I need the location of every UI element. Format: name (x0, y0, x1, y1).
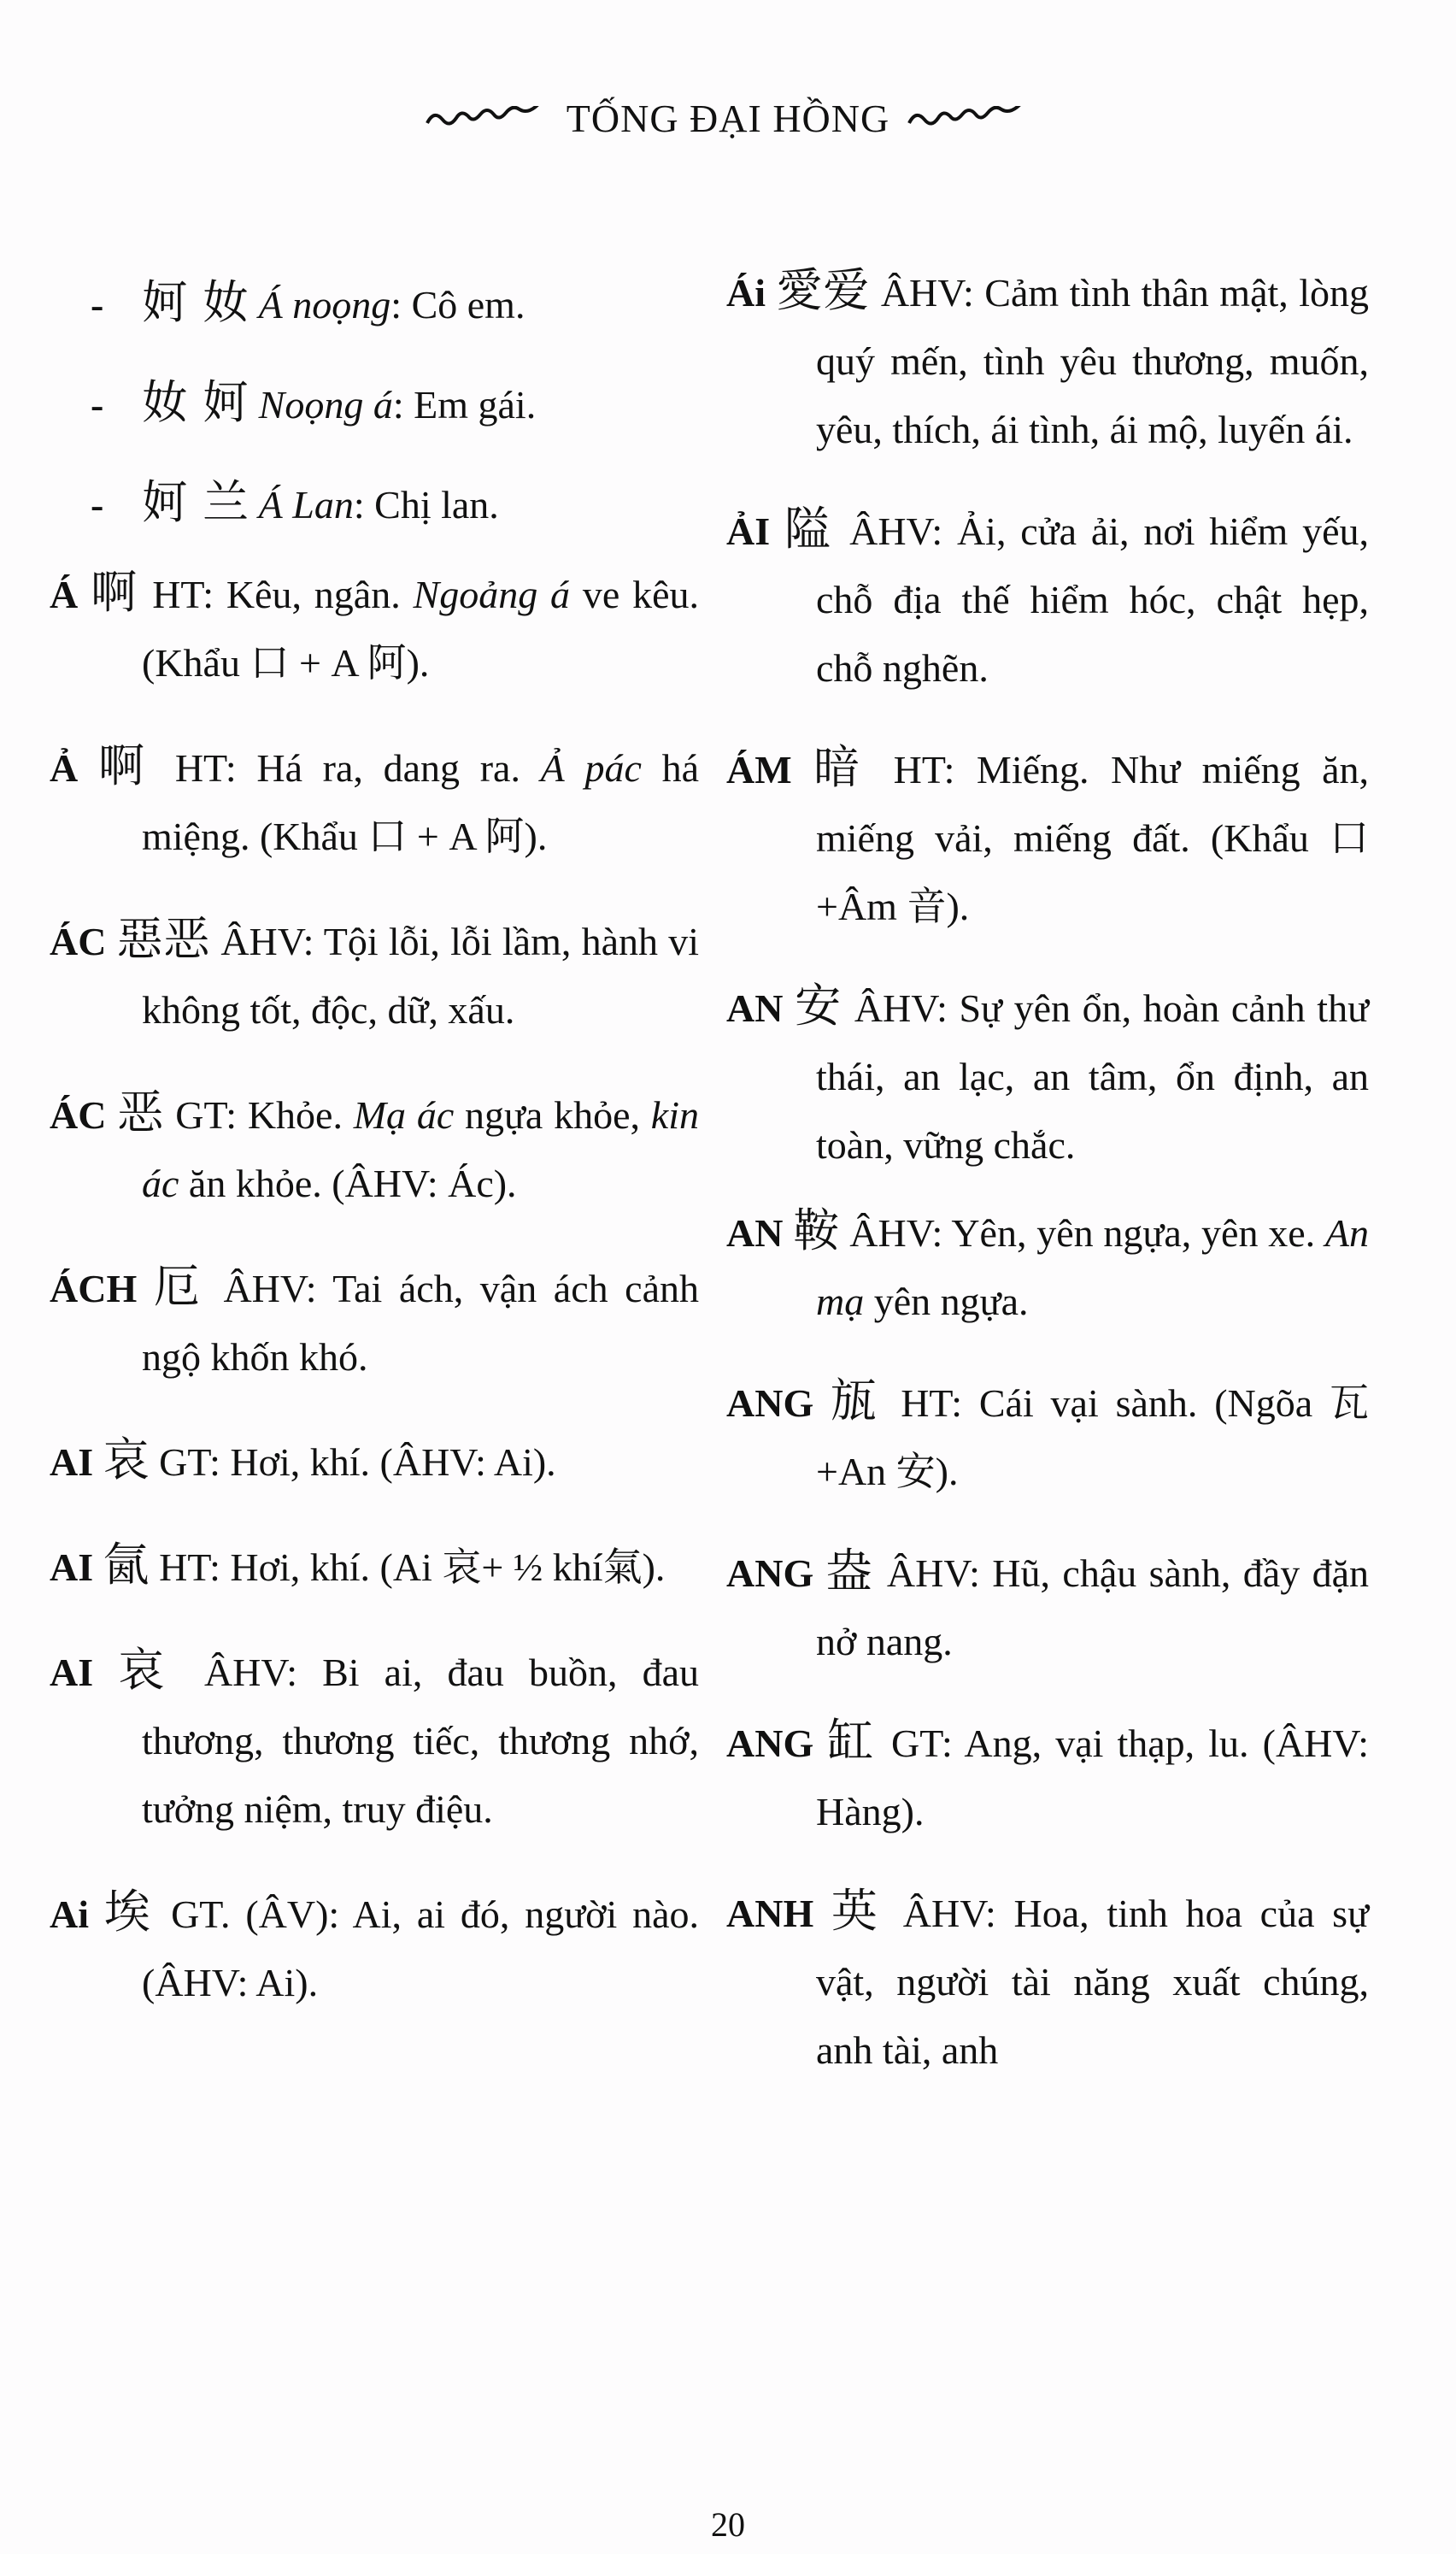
headword: Ái (726, 271, 766, 315)
han-chars: 英 (831, 1884, 886, 1938)
example-term: Ngoảng á (413, 573, 571, 616)
dictionary-entry (50, 1531, 699, 1602)
example-term: Ả pác (540, 746, 642, 790)
colon: : (390, 283, 402, 327)
term: Noọng á (258, 383, 393, 427)
dictionary-entry (726, 1197, 1369, 1336)
han-chars: 恶 (117, 1086, 165, 1139)
colon: : (353, 483, 365, 527)
headword: ANG (726, 1381, 814, 1425)
headword: Ai (50, 1892, 89, 1936)
definition: ÂHV: Sự yên ổn, hoàn cảnh thư thái, an lạc, an tâm, ổn định, an toàn, vững chắc. (816, 986, 1369, 1167)
headword: ÁCH (50, 1267, 138, 1310)
definition: ÂHV: Tai ách, vận ách cảnh ngộ khốn khó. (142, 1267, 700, 1379)
headword: Ả (50, 746, 79, 790)
dictionary-entry (726, 256, 1369, 464)
han-chars: 埃 (103, 1885, 156, 1939)
dictionary-entry (726, 1367, 1369, 1506)
definition: HT: Cái vại sành. (Ngõa 瓦 +An 安). (816, 1381, 1369, 1493)
right-column (726, 256, 1369, 2085)
example-term: An mạ (816, 1211, 1369, 1323)
definition: GT: Ang, vại thạp, lu. (ÂHV: Hàng). (816, 1721, 1369, 1833)
definition-cont: yên ngựa. (864, 1280, 1029, 1323)
dictionary-entry (50, 1079, 699, 1218)
han-chars: 妸 奻 (142, 275, 250, 329)
han-chars: 瓬 (831, 1374, 884, 1427)
headword: AI (50, 1440, 94, 1484)
han-chars: 盎 (825, 1544, 875, 1598)
han-chars: 缸 (827, 1714, 878, 1768)
han-chars: 氤 (103, 1538, 150, 1592)
dictionary-entry (50, 1252, 699, 1392)
han-chars: 隘 (784, 502, 836, 556)
headword: AN (726, 986, 784, 1030)
headword: ÁC (50, 920, 107, 963)
han-chars: 哀 (118, 1643, 179, 1697)
definition-cont: ăn khỏe. (ÂHV: Ác). (179, 1162, 517, 1205)
term: Á noọng (258, 283, 391, 327)
definition: HT: Há ra, dang ra. (155, 746, 541, 790)
dictionary-entry (726, 1537, 1369, 1676)
bullet-dash: - (91, 483, 104, 527)
han-chars: 鞍 (793, 1203, 840, 1257)
dictionary-entry (50, 1878, 699, 2017)
dictionary-entry (726, 495, 1369, 703)
meaning: Cô em. (402, 283, 525, 327)
sub-item (50, 275, 699, 332)
definition: ÂHV: Hũ, chậu sành, đầy đặn nở nang. (816, 1551, 1370, 1663)
definition-cont: ve kêu. (Khẩu 口 + A 阿). (142, 573, 700, 685)
page-number: 20 (711, 2505, 745, 2544)
dictionary-entry (726, 1877, 1369, 2085)
definition-cont: há miệng. (Khẩu 口 + A 阿). (142, 746, 700, 858)
definition: HT: Kêu, ngân. (139, 573, 414, 616)
scroll-swirl-icon (423, 106, 551, 132)
bullet-dash: - (91, 383, 104, 427)
dictionary-entry (50, 732, 699, 871)
meaning: Chị lan. (364, 483, 499, 527)
example-term: kin ác (142, 1093, 699, 1205)
definition-cont: ngựa khỏe, (454, 1093, 651, 1137)
definition: ÂHV: Ải, cửa ải, nơi hiểm yếu, chỗ địa thế hiểm hóc, chật hẹp, chỗ nghẽn. (816, 509, 1370, 690)
left-column (50, 256, 699, 2017)
han-chars: 哀 (103, 1433, 150, 1486)
definition: GT: Khỏe. (164, 1093, 354, 1137)
headword: ANH (726, 1892, 814, 1935)
dictionary-entry (50, 1636, 699, 1844)
definition: GT. (ÂV): Ai, ai đó, người nào. (ÂHV: Ai). (142, 1892, 700, 2004)
definition: ÂHV: Bi ai, đau buồn, đau thương, thương tiếc, thương nhớ, tưởng niệm, truy điệu. (142, 1651, 699, 1831)
han-chars: 厄 (153, 1259, 207, 1313)
definition: ÂHV: Hoa, tinh hoa của sự vật, người tài năng xuất chúng, anh tài, anh (816, 1892, 1370, 2072)
definition: ÂHV: Yên, yên ngựa, yên xe. (839, 1211, 1325, 1255)
definition: ÂHV: Cảm tình thân mật, lòng quý mến, tình yêu thương, muốn, yêu, thích, ái tình, ái mộ, luyến ái. (816, 271, 1369, 451)
headword: ÁC (50, 1093, 107, 1137)
han-chars: 愛爱 (776, 263, 871, 317)
meaning: Em gái. (403, 383, 537, 427)
han-chars: 啊 (91, 565, 140, 619)
sub-item (50, 475, 699, 533)
term: Á Lan (258, 483, 354, 527)
han-chars: 惡恶 (116, 912, 211, 966)
han-chars: 安 (795, 979, 843, 1033)
dictionary-entry (50, 558, 699, 697)
scroll-swirl-icon (905, 106, 1033, 132)
han-chars: 啊 (97, 739, 156, 792)
dictionary-entry (726, 733, 1369, 941)
example-term: Mạ ác (353, 1093, 455, 1137)
dictionary-entry (726, 1707, 1369, 1846)
headword: ANG (726, 1721, 814, 1765)
headword: Á (50, 573, 79, 616)
dictionary-entry (50, 1426, 699, 1497)
dictionary-entry (726, 972, 1369, 1180)
definition: ÂHV: Tội lỗi, lỗi lầm, hành vi không tốt, độc, dữ, xấu. (142, 920, 699, 1032)
definition: GT: Hơi, khí. (ÂHV: Ai). (149, 1440, 556, 1484)
running-header (0, 96, 1456, 141)
han-chars: 妸 兰 (142, 475, 250, 529)
header-title: TỐNG ĐẠI HỒNG (566, 97, 890, 140)
headword: AI (50, 1651, 94, 1694)
han-chars: 暗 (813, 740, 872, 794)
headword: ÁM (726, 748, 792, 792)
headword: ANG (726, 1551, 814, 1595)
han-chars: 奻 妸 (142, 375, 250, 429)
definition: HT: Hơi, khí. (Ai 哀+ ½ khí氣). (149, 1545, 666, 1589)
bullet-dash: - (91, 283, 104, 327)
headword: ẢI (726, 509, 771, 553)
definition: HT: Miếng. Như miếng ăn, miếng vải, miếng đất. (Khẩu 口 +Âm 音). (816, 748, 1370, 928)
sub-item (50, 375, 699, 433)
dictionary-entry (50, 905, 699, 1045)
colon: : (392, 383, 404, 427)
headword: AN (726, 1211, 784, 1255)
headword: AI (50, 1545, 94, 1589)
